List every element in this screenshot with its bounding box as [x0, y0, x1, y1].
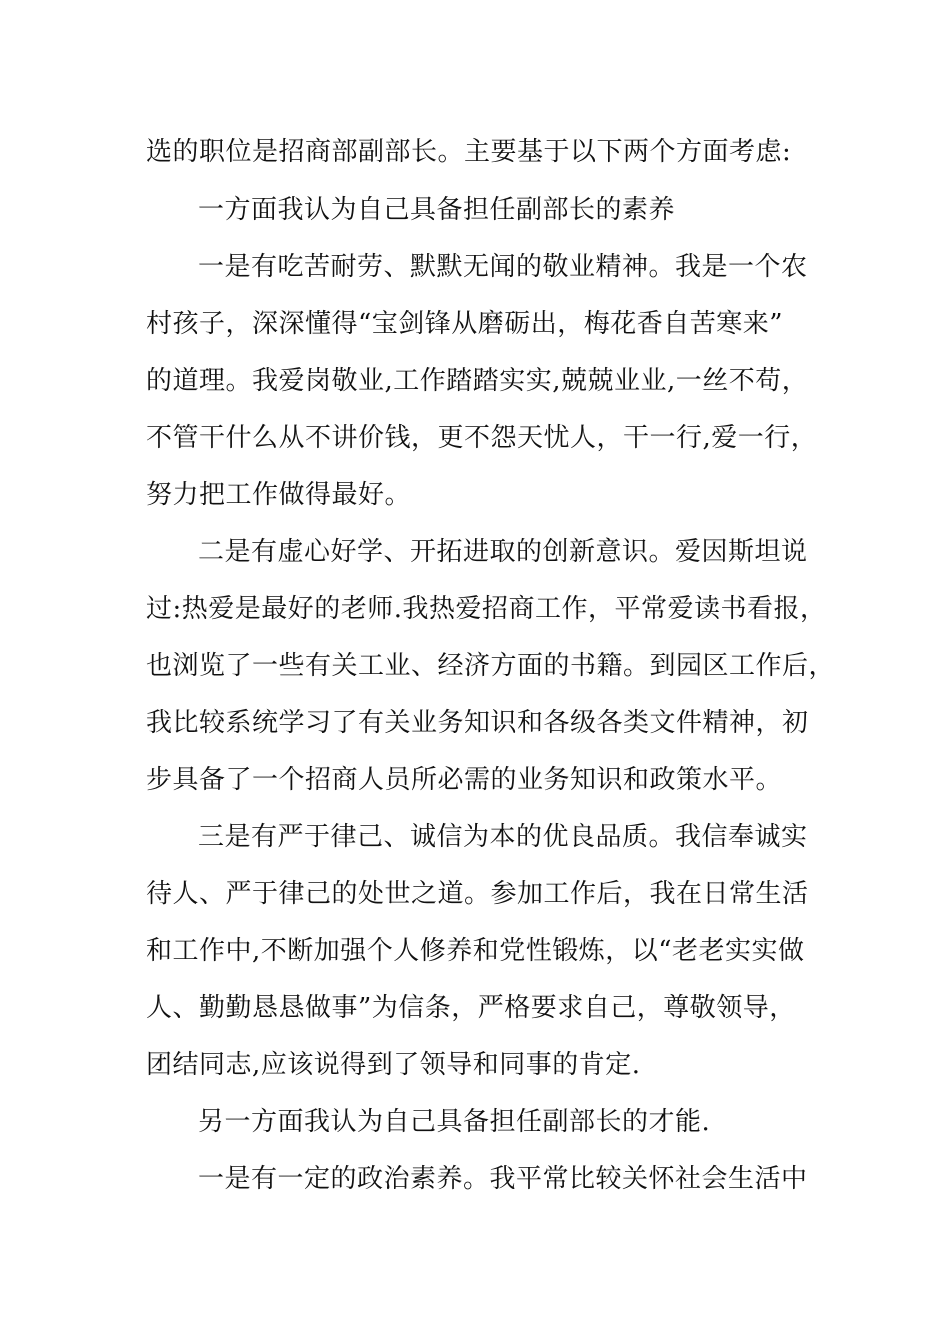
text-line: 不管干什么从不讲价钱，更不怨天忧人，干一行,爱一行，: [146, 423, 818, 453]
text-line: 过:热爱是最好的老师.我热爱招商工作，平常爱读书看报，: [146, 594, 827, 624]
text-line: 人、勤勤恳恳做事”为信条，严格要求自己，尊敬领导，: [146, 993, 796, 1023]
text-line: 也浏览了一些有关工业、经济方面的书籍。到园区工作后，: [146, 651, 836, 681]
text-line: 一是有吃苦耐劳、默默无闻的敬业精神。我是一个农: [198, 252, 808, 282]
text-line: 村孩子，深深懂得“宝剑锋从磨砺出，梅花香自苦寒来”: [146, 309, 784, 339]
text-line: 待人、严于律己的处世之道。参加工作后，我在日常生活: [146, 879, 809, 909]
text-line: 三是有严于律己、诚信为本的优良品质。我信奉诚实: [198, 822, 808, 852]
text-line: 一是有一定的政治素养。我平常比较关怀社会生活中: [198, 1164, 808, 1194]
text-line: 步具备了一个招商人员所必需的业务知识和政策水平。: [146, 765, 783, 795]
text-line: 我比较系统学习了有关业务知识和各级各类文件精神，初: [146, 708, 809, 738]
text-line: 另一方面我认为自己具备担任副部长的才能.: [198, 1107, 711, 1137]
text-line: 和工作中,不断加强个人修养和党性锻炼，以“老老实实做: [146, 936, 805, 966]
text-line: 一方面我认为自己具备担任副部长的素养: [198, 195, 676, 225]
text-line: 选的职位是招商部副部长。主要基于以下两个方面考虑:: [146, 137, 792, 167]
text-line: 努力把工作做得最好。: [146, 480, 412, 510]
text-line: 二是有虚心好学、开拓进取的创新意识。爱因斯坦说: [198, 537, 808, 567]
text-line: 团结同志,应该说得到了领导和同事的肯定.: [146, 1050, 641, 1080]
text-line: 的道理。我爱岗敬业,工作踏踏实实,兢兢业业,一丝不苟，: [146, 366, 809, 396]
